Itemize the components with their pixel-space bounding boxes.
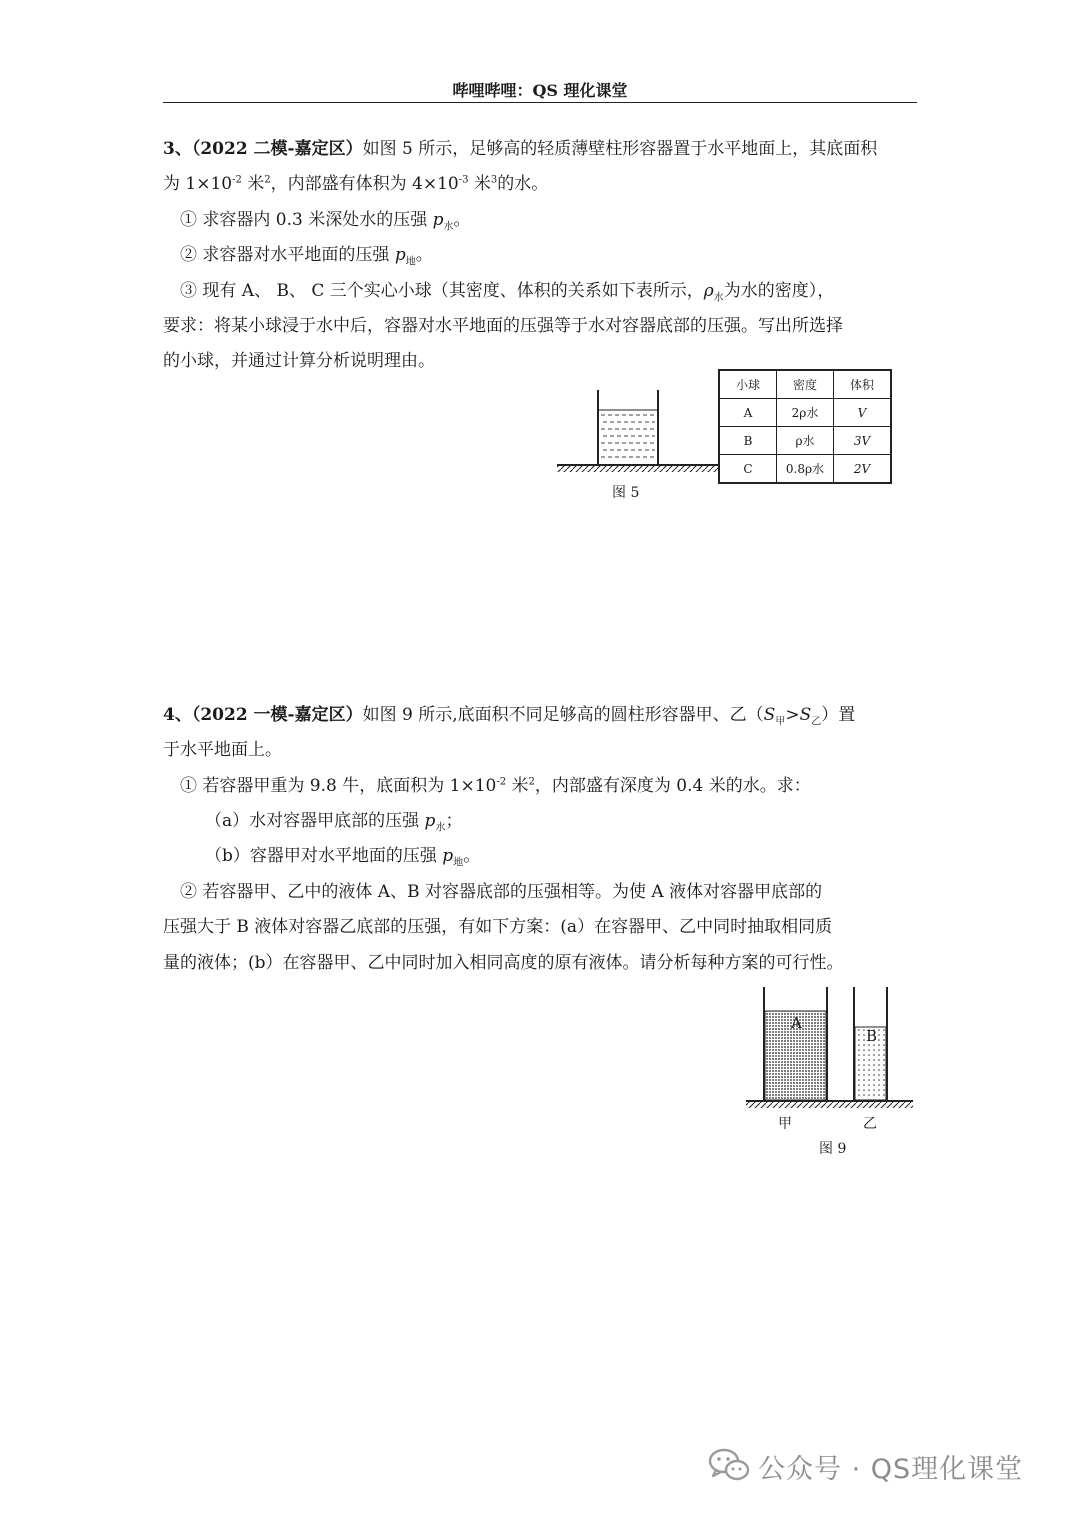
figure-5-container-diagram: [555, 385, 720, 480]
q4-sub-yi: 乙: [811, 716, 822, 728]
q3-sup-2: 2: [264, 174, 271, 186]
q4-sub-1: [180, 774, 811, 798]
watermark-text: 公众号 · QS理化课堂: [758, 1454, 1024, 1485]
q3-line-4: 要求：将某小球浸于水中后，容器对水平地面的压强等于水对容器底部的压强。写出所选择: [163, 316, 843, 336]
table-cell: 2ρ水: [777, 399, 834, 427]
q3-sub-3-text: ③ 现有 A、 B、 C 三个实心小球（其密度、体积的关系如下表所示，: [180, 281, 704, 301]
q3-sub-2-p: p: [394, 245, 406, 265]
table-cell: V: [834, 399, 892, 427]
q4-sub-2-line-1: ② 若容器甲、乙中的液体 A、B 对容器底部的压强相等。为使 A 液体对容器甲底部的: [180, 882, 823, 902]
figure-5-caption: 图 5: [612, 485, 640, 501]
q3-text-1: 如图 5 所示，足够高的轻质薄壁柱形容器置于水平地面上，其底面积: [362, 139, 878, 159]
q3-sup-1: -2: [232, 174, 242, 186]
q4-sub-1-text: ① 若容器甲重为 9.8 牛，底面积为 1×10: [180, 776, 497, 796]
q3-line-5: 的小球，并通过计算分析说明理由。: [163, 351, 435, 371]
q4-text-1b: ）置: [821, 705, 856, 725]
q3-sub-3-rho: ρ: [703, 281, 714, 301]
q3-sub-3-subscript: 水: [713, 292, 724, 304]
q3-sub-1: [180, 208, 471, 232]
q3-sub-3: [180, 279, 834, 303]
q3-sub-2: [180, 243, 433, 267]
container-yi-label: 乙: [863, 1116, 877, 1132]
table-row: [719, 455, 891, 484]
q3-text-2b: 米: [241, 174, 265, 194]
q4-sub-2-line-2: 压强大于 B 液体对容器乙底部的压强，有如下方案：(a）在容器甲、乙中同时抽取相同质: [163, 917, 833, 937]
q3-sup-4: 3: [490, 174, 498, 186]
q4-sub-1b-subscript: 地: [453, 857, 464, 869]
q3-sub-2-subscript: 地: [405, 256, 416, 268]
table-cell: ρ水: [777, 427, 834, 455]
q4-sub-1a-p: p: [424, 811, 436, 831]
q4-line-2: 于水平地面上。: [163, 740, 282, 760]
q3-sub-3-end: 为水的密度），: [723, 281, 835, 301]
q4-sub-1a-end: ；: [445, 811, 463, 831]
q4-sub-1b: [205, 844, 480, 868]
q3-text-2a: 为 1×10: [163, 174, 233, 194]
liquid-a-label: A: [791, 1014, 802, 1032]
q3-line-1: [163, 137, 877, 161]
table-cell: C: [719, 455, 777, 484]
q4-s-jia: S: [763, 705, 776, 725]
q4-sub-2-line-3: 量的液体；(b）在容器甲、乙中同时加入相同高度的原有液体。请分析每种方案的可行性。: [163, 953, 844, 973]
table-cell: A: [719, 399, 777, 427]
ball-properties-table: [718, 369, 892, 484]
q4-label: 4、（2022 一模-嘉定区）: [163, 705, 363, 725]
q4-sub-1b-p: p: [442, 846, 454, 866]
table-cell: 2V: [834, 455, 892, 484]
q3-sub-1-text: ① 求容器内 0.3 米深处水的压强: [180, 210, 433, 230]
table-header-cell: 密度: [777, 370, 834, 399]
wechat-icon: [707, 1445, 751, 1485]
q3-sup-3: -3: [458, 174, 469, 186]
q3-sub-2-text: ② 求容器对水平地面的压强: [180, 245, 395, 265]
q3-text-2d: 米: [468, 174, 491, 194]
q4-line-1: [163, 703, 855, 727]
q4-sub-1-unit: 米: [506, 776, 529, 796]
q4-sub-1a: [205, 809, 462, 833]
q4-sub-1a-text: （a）水对容器甲底部的压强: [205, 811, 425, 831]
liquid-b-label: B: [866, 1027, 878, 1045]
q3-line-2: [163, 172, 548, 196]
q4-gt: >: [785, 705, 800, 725]
table-cell: 0.8ρ水: [777, 455, 834, 484]
table-row: [719, 427, 891, 455]
q4-sub-1-end: ，内部盛有深度为 0.4 米的水。求：: [534, 776, 811, 796]
page-header: 哔哩哔哩：QS 理化课堂: [452, 81, 628, 100]
table-row: [719, 399, 891, 427]
q4-s-yi: S: [799, 705, 812, 725]
q3-sub-1-end: 。: [453, 210, 471, 230]
table-cell: 3V: [834, 427, 892, 455]
q3-text-2c: ，内部盛有体积为 4×10: [270, 174, 459, 194]
q4-sub-1b-text: （b）容器甲对水平地面的压强: [205, 846, 443, 866]
container-jia-label: 甲: [778, 1116, 792, 1132]
table-header-row: [719, 370, 891, 399]
q4-sub-1a-subscript: 水: [435, 822, 446, 834]
q4-sub-jia: 甲: [775, 716, 786, 728]
q3-sub-1-p: p: [432, 210, 444, 230]
q4-sub-1b-end: 。: [463, 846, 481, 866]
q4-sub-1-sup: -2: [496, 776, 507, 788]
figure-9-caption: 图 9: [819, 1141, 847, 1157]
table-header-cell: 小球: [719, 370, 777, 399]
figure-9-containers-diagram: [742, 983, 917, 1113]
q3-text-2e: 的水。: [497, 174, 549, 194]
header-rule: [163, 102, 917, 103]
q4-text-1a: 如图 9 所示,底面积不同足够高的圆柱形容器甲、乙（: [362, 705, 764, 725]
q4-sub-1-sup2: 2: [528, 776, 535, 788]
q3-label: 3、（2022 二模-嘉定区）: [163, 139, 363, 159]
q3-sub-2-end: 。: [415, 245, 433, 265]
table-header-cell: 体积: [834, 370, 892, 399]
q3-sub-1-subscript: 水: [443, 221, 454, 233]
table-cell: B: [719, 427, 777, 455]
